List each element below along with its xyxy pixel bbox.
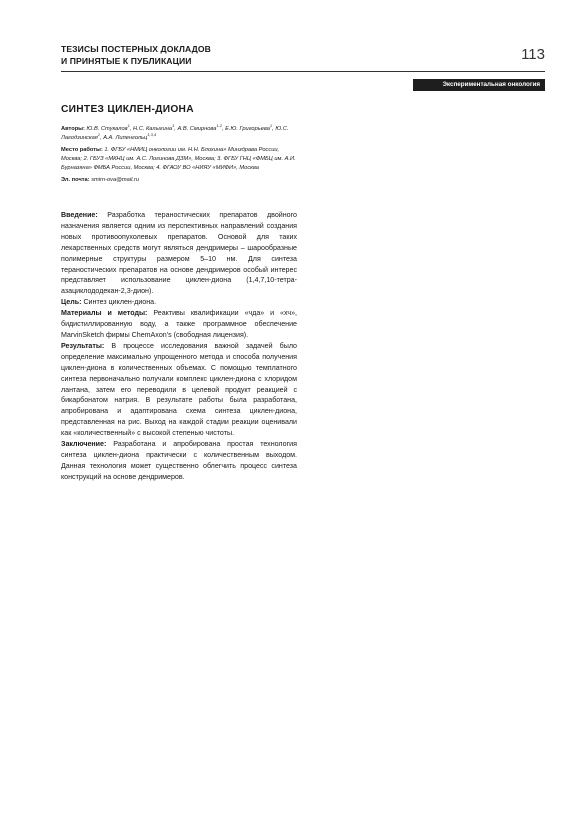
author-affiliation: 1 (172, 123, 175, 128)
author-affiliation: 1 (269, 123, 273, 128)
results-paragraph (61, 341, 297, 439)
section-label: Экспериментальная онкология (413, 79, 545, 91)
author-name: Е.Ю. Григорьева (225, 126, 270, 132)
methods-text: Реактивы квалификации «чда» и «хч», бидистиллированную воду, а также программное обеспечение MarvinSketch фирмы ChemAxon's (свободная лицензия). (61, 309, 297, 339)
author-name: А.В. Смирнова (177, 126, 217, 132)
results-label: Результаты: (61, 341, 105, 350)
author-name: Н.С. Калыгина (133, 126, 173, 132)
results-text: В процессе исследования важной задачей было определение максимально упрощенного метода и способа получения циклен-диона в количественных объемах. С помощью темплатного синтеза первоначально получали комплекс циклен-диона с хлоридом лантана, затем его переводили в целевой продукт реакцией с бикарбонатом натрия. В результате работы была разработана, апробирована и адаптирована схема синтеза циклен-диона, представленная на рис. Выход на каждой стадии реакции оценивали как «количественный» с высокой степенью чистоты. (61, 341, 297, 438)
intro-label: Введение: (61, 211, 98, 219)
author-affiliation: 1 (97, 132, 101, 137)
workplace-text: 1. ФГБУ «НМИЦ онкологии им. Н.Н. Блохина» Минздрава России, Москва; 2. ГБУЗ «МКНЦ им. А.С. Логинова ДЗМ», Москва; 3. ФГБУ ГНЦ «ФМБЦ им. А.И. Бурназяна» ФМБА России, Москва; 4. ФГАОУ ВО «НИЯУ «МИФИ», Москва (61, 147, 296, 171)
methods-label: Материалы и методы: (61, 309, 148, 318)
goal-paragraph (61, 297, 297, 308)
email-line (61, 176, 301, 185)
journal-section-title-line1: ТЕЗИСЫ ПОСТЕРНЫХ ДОКЛАДОВ (61, 44, 211, 54)
conclusion-text: Разработана и апробирована простая технология синтеза циклен-диона практически с количественным выходом. Данная технология может существенно облегчить процесс синтеза конструкций на основе дендримеров. (61, 440, 297, 481)
email-link[interactable]: smirn-ova@mail.ru (91, 177, 139, 183)
author-name: Ю.В. Стукалов (86, 126, 128, 132)
journal-section-title (61, 43, 211, 67)
authors-label: Авторы: (61, 126, 85, 132)
goal-label: Цель: (61, 298, 82, 307)
workplace-label: Место работы: (61, 147, 103, 153)
conclusion-paragraph (61, 439, 297, 483)
author-affiliation: 1,3,4 (147, 132, 157, 137)
article-body (61, 210, 297, 483)
email-label: Эл. почта: (61, 177, 90, 183)
goal-text: Синтез циклен-диона. (83, 298, 157, 307)
author-affiliation: 1 (127, 123, 130, 128)
authors-list: Ю.В. Стукалов$^1$, Н.С. Калыгина$^1$, А.В. Смирнова$^{1,2}$, Е.Ю. Григорьева$^1$, Ю.С. Лагодзинская$^1$, А.А. Липенгольц$^{1,3,4}$ (61, 123, 289, 141)
intro-text: Разработка тераностических препаратов двойного назначения является одним из перспективных направлений создания новых противоопухолевых препаратов. Основой для таких лекарственных средств могут являться дендримеры – шарообразные полимерные структуры размером 5–10 нм. Для синтеза тераностических препаратов на основе дендримеров особый интерес представляет использование циклен-диона (1,4,7,10-тетра-азациклододекан-2,3-дион). (61, 211, 297, 296)
intro-paragraph (61, 210, 297, 297)
author-name: Ю.С. Лагодзинская (61, 126, 289, 141)
article-title: СИНТЕЗ ЦИКЛЕН-ДИОНА (61, 104, 194, 115)
methods-paragraph (61, 308, 297, 341)
journal-section-title-line2: И ПРИНЯТЫЕ К ПУБЛИКАЦИИ (61, 56, 192, 66)
authors-line (61, 125, 301, 143)
header-divider (61, 71, 545, 72)
article-header (61, 104, 301, 188)
author-affiliation: 1,2 (216, 123, 222, 128)
author-name: А.А. Липенгольц (103, 135, 148, 141)
page-number: 113 (521, 46, 545, 63)
article-meta (61, 125, 301, 185)
workplace-line (61, 146, 301, 173)
conclusion-label: Заключение: (61, 440, 107, 449)
